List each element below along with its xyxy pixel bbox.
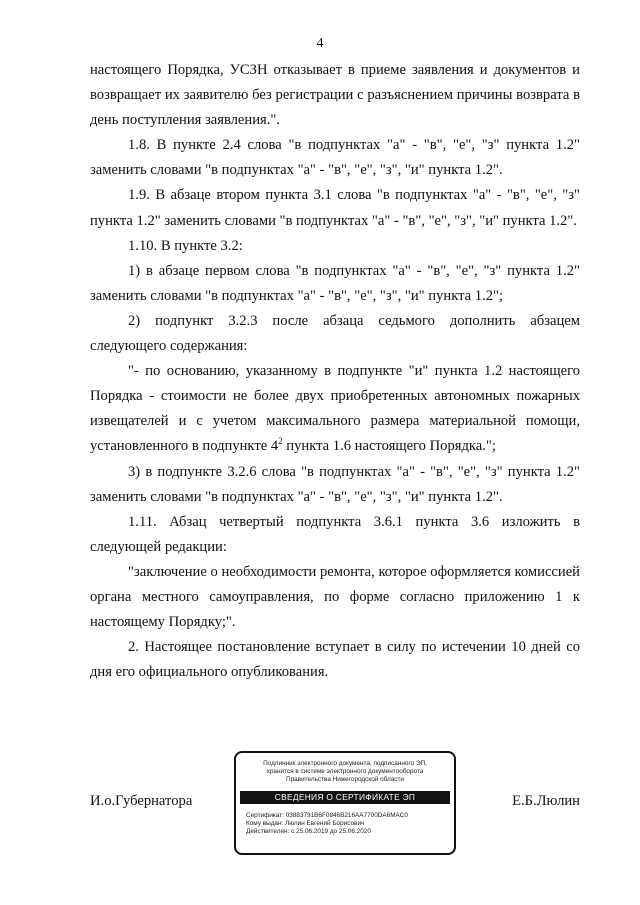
paragraph-1-10-item-1: 1) в абзаце первом слова "в подпунктах "а" - "в", "е", "з" пункта 1.2" заменить словами "в подпунктах "а" - "в", "е", "з", "и" пункта 1.2"; — [90, 262, 580, 304]
paragraph-new-wording: "заключение о необходимости ремонта, которое оформляется комиссией органа местного самоуправления, по форме согласно приложению 1 к настоящему Порядку;". — [90, 563, 580, 631]
paragraph-1-10: 1.10. В пункте 3.2: — [128, 237, 243, 254]
paragraph-1-10-item-2: 2) подпункт 3.2.3 после абзаца седьмого дополнить абзацем следующего содержания: — [90, 312, 580, 355]
signatory-name: Е.Б.Люлин — [512, 793, 580, 809]
stamp-certificate-number: Сертификат: 03883791B6F0846B216AA7700DA6MAC0 — [246, 811, 408, 819]
stamp-header-line: хранится в системе электронного документооборота — [266, 768, 424, 776]
paragraph-continuation: настоящего Порядка, УСЗН отказывает в приеме заявления и документов и возвращает их заявителю без регистрации с разъяснением причины возврата в день поступления заявления.". — [90, 62, 580, 129]
stamp-header-line: Правительства Нижегородской области — [285, 776, 405, 784]
stamp-details — [236, 812, 454, 837]
stamp-issued-to: Кому выдан: Люлин Евгений Борисович — [246, 819, 365, 827]
document-body — [90, 58, 580, 685]
stamp-header — [236, 760, 454, 785]
stamp-header-line: Подлинник электронного документа, подписанного ЭП, — [263, 760, 427, 767]
quoted-addition-text-end: пункта 1.6 настоящего Порядка."; — [282, 438, 496, 455]
paragraph-1-8: 1.8. В пункте 2.4 слова "в подпунктах "а" - "в", "е", "з" пункта 1.2" заменить словами "в подпунктах "а" - "в", "е", "з", "и" пункта 1.2". — [90, 137, 580, 179]
quoted-addition-text: "- по основанию, указанному в подпункте "и" пункта 1.2 настоящего Порядка - стоимости не более двух приобретенных автономных пожарных извещателей и с учетом максимального размера материальной помощи, установленного в подпункте 4 — [90, 363, 580, 455]
paragraph-1-11: 1.11. Абзац четвертый подпункта 3.6.1 пункта 3.6 изложить в следующей редакции: — [90, 513, 580, 555]
paragraph-2: 2. Настоящее постановление вступает в силу по истечении 10 дней со дня его официального опубликования. — [90, 639, 580, 681]
stamp-validity: Действителен: с 25.06.2019 до 25.06.2020 — [246, 828, 371, 836]
electronic-signature-stamp — [234, 751, 456, 855]
signatory-title: И.о.Губернатора — [90, 793, 193, 809]
superscript: 2 — [278, 436, 283, 447]
paragraph-quoted-addition — [90, 359, 580, 459]
stamp-certificate-band: СВЕДЕНИЯ О СЕРТИФИКАТЕ ЭП — [240, 791, 450, 804]
paragraph-1-9: 1.9. В абзаце втором пункта 3.1 слова "в подпунктах "а" - "в", "е", "з" пункта 1.2" заменить словами "в подпунктах "а" - "в", "е", "з", "и" пункта 1.2". — [90, 187, 580, 229]
page-number: 4 — [316, 36, 324, 51]
paragraph-1-10-item-3: 3) в подпункте 3.2.6 слова "в подпунктах "а" - "в", "е", "з" пункта 1.2" заменить словами "в подпунктах "а" - "в", "е", "з", "и" пункта 1.2". — [90, 463, 580, 505]
